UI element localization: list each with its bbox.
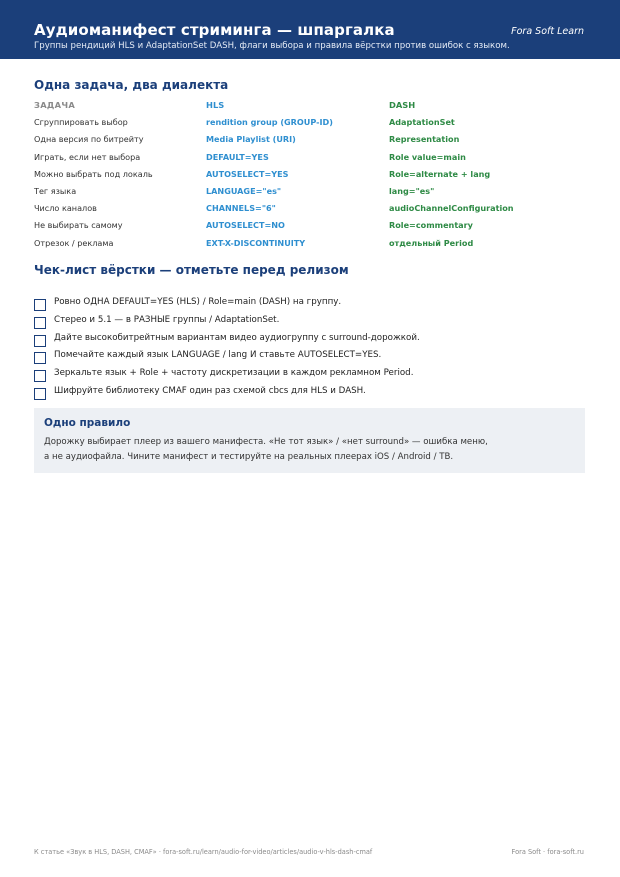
hls-cell: DEFAULT=YES <box>206 151 269 162</box>
footer-brand: Fora Soft · fora-soft.ru <box>511 848 584 856</box>
column-header-dash: DASH <box>389 100 416 110</box>
checklist-item-text: Помечайте каждый язык LANGUAGE / lang И ставьте AUTOSELECT=YES. <box>54 350 382 361</box>
hls-cell: Media Playlist (URI) <box>206 134 296 145</box>
dash-cell: Role=alternate + lang <box>389 168 491 179</box>
hls-cell: CHANNELS="6" <box>206 203 276 214</box>
task-cell: Играть, если нет выбора <box>34 151 141 162</box>
checklist-item <box>34 313 586 331</box>
checklist-item <box>34 331 586 349</box>
task-cell: Не выбирать самому <box>34 220 123 231</box>
checkbox[interactable] <box>34 317 46 329</box>
table-row <box>34 131 586 148</box>
table-header-row <box>34 97 586 114</box>
rule-callout <box>34 408 585 473</box>
hls-cell: rendition group (GROUP-ID) <box>206 117 333 128</box>
dash-cell: отдельный Period <box>389 237 474 248</box>
checkbox[interactable] <box>34 388 46 400</box>
task-cell: Одна версия по битрейту <box>34 134 144 145</box>
task-cell: Тег языка <box>34 185 77 196</box>
dash-cell: Role value=main <box>389 151 466 162</box>
table-row <box>34 166 586 183</box>
column-header-hls: HLS <box>206 100 225 110</box>
dash-cell: audioChannelConfiguration <box>389 203 514 214</box>
checklist-item-text: Стерео и 5.1 — в РАЗНЫЕ группы / AdaptationSet. <box>54 314 280 325</box>
hls-cell: AUTOSELECT=YES <box>206 168 289 179</box>
rule-text-line: Дорожку выбирает плеер из вашего манифеста. «Не тот язык» / «нет surround» — ошибка меню, <box>44 437 488 447</box>
section-heading-checklist: Чек-лист вёрстки — отметьте перед релизом <box>34 263 349 277</box>
checkbox[interactable] <box>34 370 46 382</box>
dash-cell: AdaptationSet <box>389 117 455 128</box>
checkbox[interactable] <box>34 299 46 311</box>
checklist-item-text: Зеркальте язык + Role + частоту дискретизации в каждом рекламном Period. <box>54 368 414 379</box>
table-row <box>34 217 586 234</box>
mapping-table <box>34 97 586 252</box>
checklist-item-text: Шифруйте библиотеку CMAF один раз схемой cbcs для HLS и DASH. <box>54 385 366 396</box>
task-cell: Число каналов <box>34 203 97 214</box>
table-row <box>34 149 586 166</box>
brand-label: Fora Soft Learn <box>511 26 584 37</box>
table-row <box>34 114 586 131</box>
page-title: Аудиоманифест стриминга — шпаргалка <box>34 21 395 39</box>
footer-source-link[interactable]: К статье «Звук в HLS, DASH, CMAF» · fora-soft.ru/learn/audio-for-video/articles/audio-v-hls-dash-cmaf <box>34 848 373 856</box>
task-cell: Можно выбрать под локаль <box>34 168 153 179</box>
page-subtitle: Группы рендиций HLS и AdaptationSet DASH, флаги выбора и правила вёрстки против ошибок с языком. <box>34 41 510 51</box>
checklist-item <box>34 295 586 313</box>
checkbox[interactable] <box>34 335 46 347</box>
release-checklist <box>34 295 586 402</box>
checklist-item <box>34 366 586 384</box>
rule-text-line: а не аудиофайла. Чините манифест и тестируйте на реальных плеерах iOS / Android / ТВ. <box>44 452 454 462</box>
column-header-task: ЗАДАЧА <box>34 100 76 110</box>
dash-cell: lang="es" <box>389 185 435 196</box>
checklist-item <box>34 384 586 402</box>
section-heading-map: Одна задача, два диалекта <box>34 78 229 92</box>
checklist-item-text: Ровно ОДНА DEFAULT=YES (HLS) / Role=main (DASH) на группу. <box>54 297 342 307</box>
checklist-item-text: Дайте высокобитрейтным вариантам видео аудиогруппу с surround-дорожкой. <box>54 332 420 343</box>
checkbox[interactable] <box>34 352 46 364</box>
dash-cell: Representation <box>389 134 460 145</box>
hls-cell: AUTOSELECT=NO <box>206 220 285 231</box>
header-banner <box>0 0 620 59</box>
table-row <box>34 183 586 200</box>
checklist-item <box>34 348 586 366</box>
task-cell: Отрезок / реклама <box>34 237 114 248</box>
dash-cell: Role=commentary <box>389 220 473 231</box>
table-row <box>34 200 586 217</box>
task-cell: Сгруппировать выбор <box>34 117 128 128</box>
table-row <box>34 235 586 252</box>
rule-title: Одно правило <box>44 417 131 429</box>
hls-cell: EXT-X-DISCONTINUITY <box>206 237 306 248</box>
hls-cell: LANGUAGE="es" <box>206 185 282 196</box>
